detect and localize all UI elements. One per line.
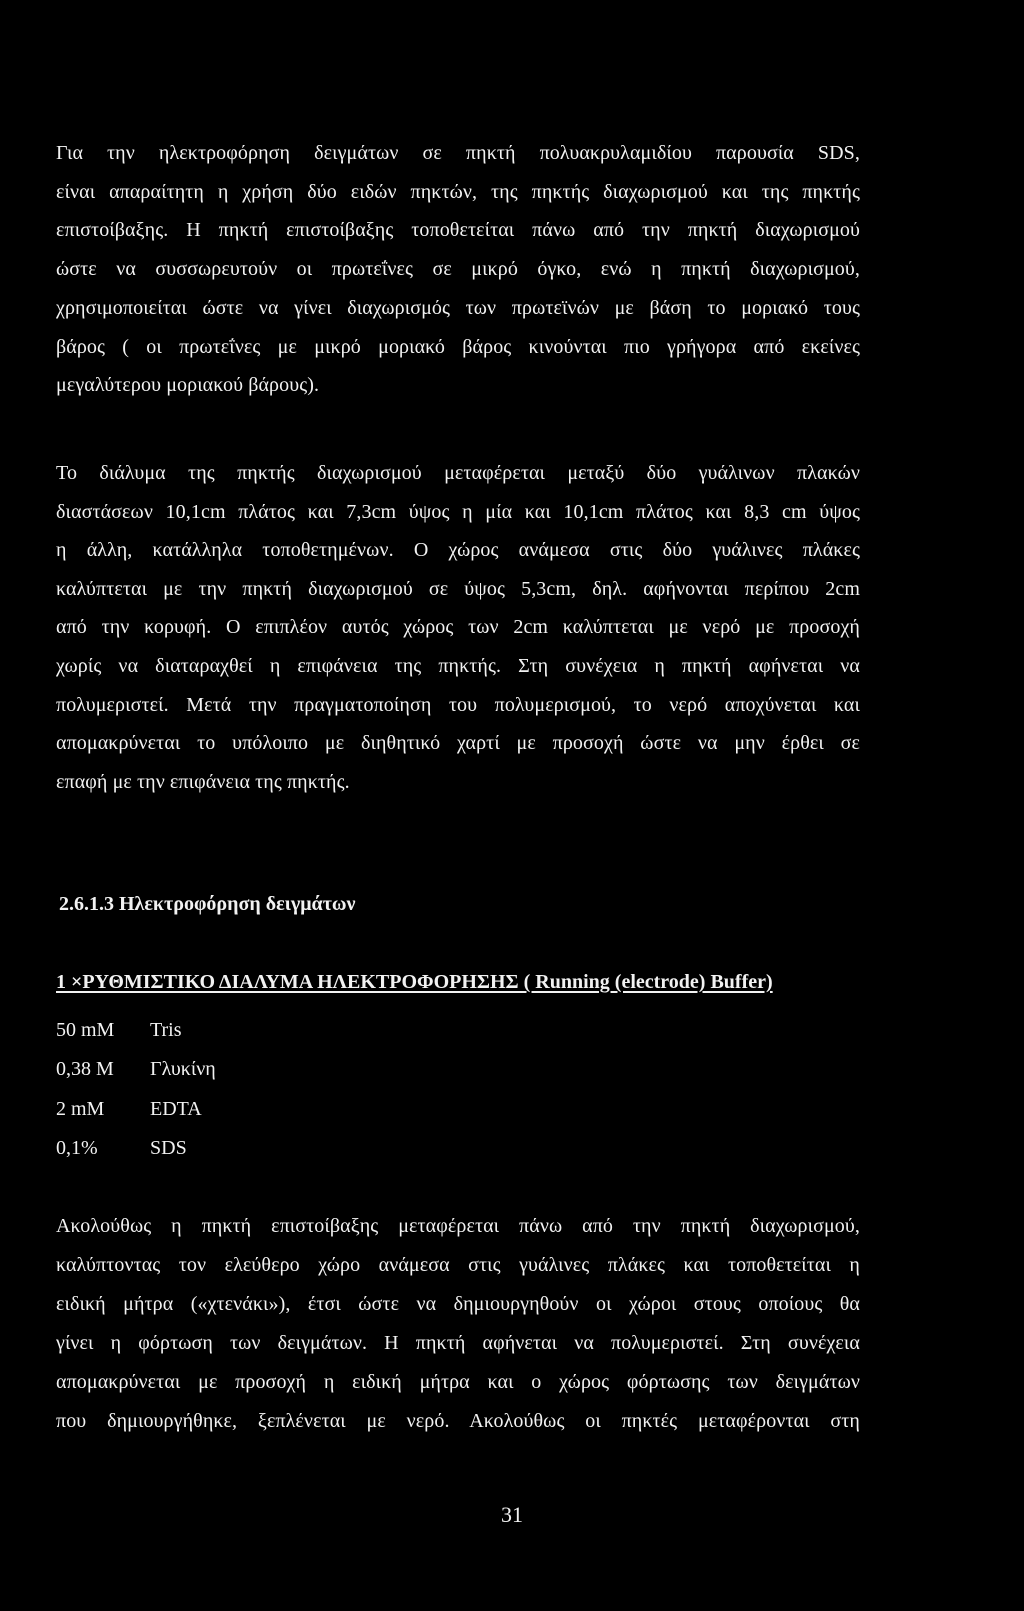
list-item bbox=[56, 1090, 216, 1129]
text-line: διαστάσεων 10,1cm πλάτος και 7,3cm ύψος η μία και 10,1cm πλάτος και 8,3 cm ύψος bbox=[56, 500, 860, 523]
component-amount: 0,38 M bbox=[56, 1058, 114, 1081]
paragraph-gel-casting bbox=[56, 454, 860, 801]
text-line: είναι απαραίτητη η χρήση δύο ειδών πηκτών, της πηκτής διαχωρισμού και της πηκτής bbox=[56, 180, 860, 203]
component-name: Γλυκίνη bbox=[150, 1058, 216, 1081]
component-name: SDS bbox=[150, 1136, 187, 1159]
text-line: η άλλη, κατάλληλα τοποθετημένων. Ο χώρος ανάμεσα στις δύο γυάλινες πλάκες bbox=[56, 539, 860, 562]
text-line: πολυμεριστεί. Μετά την πραγματοποίηση του πολυμερισμού, το νερό αποχύνεται και bbox=[56, 693, 860, 716]
buffer-components-list bbox=[56, 1011, 216, 1168]
component-name: EDTA bbox=[150, 1097, 202, 1120]
text-line: καλύπτοντας τον ελεύθερο χώρο ανάμεσα στις γυάλινες πλάκες και τοποθετείται η bbox=[56, 1253, 860, 1276]
text-line: Ακολούθως η πηκτή επιστοίβαξης μεταφέρεται πάνω από την πηκτή διαχωρισμού, bbox=[56, 1215, 860, 1237]
text-line: χωρίς να διαταραχθεί η επιφάνεια της πηκτής. Στη συνέχεια η πηκτή αφήνεται να bbox=[56, 654, 860, 677]
text-line: χρησιμοποιείται ώστε να γίνει διαχωρισμός των πρωτεϊνών με βάση το μοριακό τους bbox=[56, 296, 860, 319]
text-line: επιστοίβαξης. Η πηκτή επιστοίβαξης τοποθετείται πάνω από την πηκτή διαχωρισμού bbox=[56, 219, 860, 242]
text-line: που δημιουργήθηκε, ξεπλένεται με νερό. Ακολούθως οι πηκτές μεταφέρονται στη bbox=[56, 1409, 860, 1432]
text-line: ειδική μήτρα («χτενάκι»), έτσι ώστε να δημιουργηθούν οι χώροι στους οποίους θα bbox=[56, 1292, 860, 1315]
text-line: Για την ηλεκτροφόρηση δειγμάτων σε πηκτή πολυακρυλαμιδίου παρουσία SDS, bbox=[56, 142, 860, 164]
section-title: 2.6.1.3 Ηλεκτροφόρηση δειγμάτων bbox=[59, 893, 356, 915]
text-line: επαφή με την επιφάνεια της πηκτής. bbox=[56, 770, 350, 793]
text-line: από την κορυφή. Ο επιπλέον αυτός χώρος των 2cm καλύπτεται με νερό με προσοχή bbox=[56, 616, 860, 639]
paragraph-stacking-gel bbox=[56, 1207, 860, 1440]
paragraph-sds-page-intro bbox=[56, 134, 860, 405]
component-amount: 2 mM bbox=[56, 1097, 105, 1120]
text-line: μεγαλύτερου μοριακού βάρους). bbox=[56, 374, 320, 397]
buffer-heading: 1 ×ΡΥΘΜΙΣΤΙΚΟ ΔΙΑΛΥΜΑ ΗΛΕΚΤΡΟΦΟΡΗΣΗΣ ( Running (electrode) Buffer) bbox=[56, 971, 773, 993]
component-amount: 0,1% bbox=[56, 1136, 98, 1159]
text-line: Το διάλυμα της πηκτής διαχωρισμού μεταφέρεται μεταξύ δύο γυάλινων πλακών bbox=[56, 462, 860, 484]
text-line: καλύπτεται με την πηκτή διαχωρισμού σε ύψος 5,3cm, δηλ. αφήνονται περίπου 2cm bbox=[56, 577, 860, 600]
component-amount: 50 mM bbox=[56, 1019, 115, 1041]
text-line: απομακρύνεται με προσοχή η ειδική μήτρα και ο χώρος φόρτωσης των δειγμάτων bbox=[56, 1370, 860, 1393]
text-line: γίνει η φόρτωση των δειγμάτων. Η πηκτή αφήνεται να πολυμεριστεί. Στη συνέχεια bbox=[56, 1331, 860, 1354]
text-line: ώστε να συσσωρευτούν οι πρωτεΐνες σε μικρό όγκο, ενώ η πηκτή διαχωρισμού, bbox=[56, 258, 860, 281]
list-item bbox=[56, 1050, 216, 1089]
text-line: απομακρύνεται το υπόλοιπο με διηθητικό χαρτί με προσοχή ώστε να μην έρθει σε bbox=[56, 732, 860, 755]
text-line: βάρος ( οι πρωτεΐνες με μικρό μοριακό βάρος κινούνται πιο γρήγορα από εκείνες bbox=[56, 335, 860, 358]
page-number: 31 bbox=[501, 1502, 523, 1527]
list-item bbox=[56, 1129, 216, 1168]
component-name: Tris bbox=[150, 1019, 182, 1041]
list-item bbox=[56, 1011, 216, 1050]
